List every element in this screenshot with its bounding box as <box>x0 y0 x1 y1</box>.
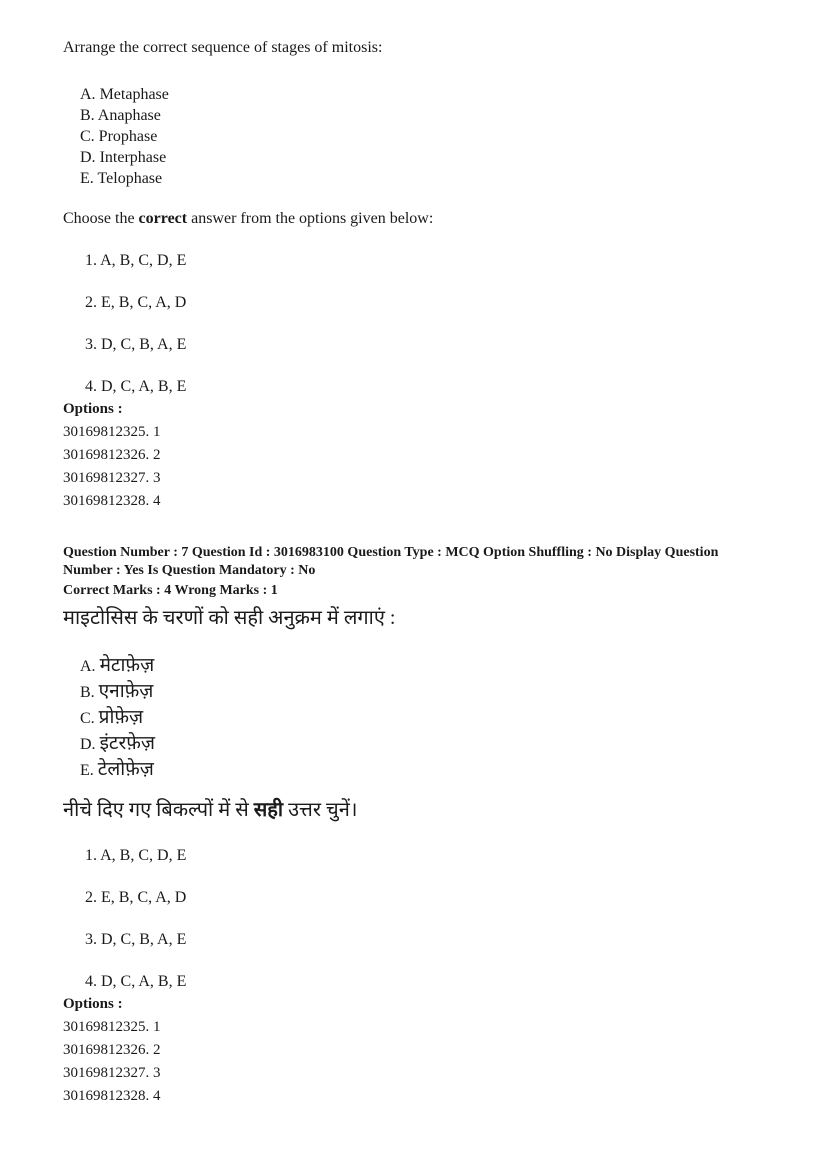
question-metadata <box>63 544 786 600</box>
option-id-row-1: 30169812325. 1 <box>63 1018 161 1035</box>
choice-text: D, C, A, B, E <box>101 972 187 990</box>
stage-label: E. <box>80 761 94 779</box>
stage-item-c <box>80 705 786 731</box>
stage-label: B. <box>80 683 95 701</box>
choice-number: 3. <box>85 336 97 353</box>
stage-text: इंटरफ़ेज़ <box>99 732 155 754</box>
question-section-hindi <box>63 605 786 1108</box>
stage-text: Anaphase <box>97 107 161 124</box>
stage-item-b <box>80 105 786 126</box>
stage-item-e <box>80 757 786 783</box>
stage-label: E. <box>80 170 94 187</box>
choice-number: 4. <box>85 378 97 395</box>
stage-label: B. <box>80 107 95 124</box>
answer-choice-3 <box>85 930 786 949</box>
answer-choice-2 <box>85 293 786 312</box>
stage-item-c <box>80 126 786 147</box>
stage-text: Prophase <box>98 128 158 145</box>
answer-choice-4 <box>85 972 786 991</box>
stage-list-hindi <box>80 653 786 783</box>
stage-text: Metaphase <box>99 86 169 103</box>
stage-text: एनाफ़ेज़ <box>98 680 154 702</box>
options-label-hindi: Options : <box>63 995 123 1012</box>
stage-label: C. <box>80 128 95 145</box>
choice-text: D, C, B, A, E <box>101 930 187 948</box>
stage-text: मेटाफ़ेज़ <box>99 654 155 676</box>
choice-number: 2. <box>85 294 97 311</box>
stage-item-e <box>80 168 786 189</box>
answer-choice-3 <box>85 335 786 354</box>
question-prompt-hindi: माइटोसिस के चरणों को सही अनुक्रम में लगाएं : <box>63 606 396 629</box>
option-id-row-3: 30169812327. 3 <box>63 470 161 486</box>
choose-prefix: नीचे दिए गए बिकल्पों में से <box>63 798 254 821</box>
stage-label: D. <box>80 149 96 166</box>
choice-text: A, B, C, D, E <box>100 252 187 269</box>
metadata-line-2: Number : Yes Is Question Mandatory : No <box>63 562 316 578</box>
choice-number: 3. <box>85 930 97 948</box>
stage-text: प्रोफ़ेज़ <box>98 706 144 728</box>
stage-item-d <box>80 147 786 168</box>
choice-number: 4. <box>85 972 97 990</box>
answer-choice-1 <box>85 846 786 865</box>
stage-text: टेलोफ़ेज़ <box>97 758 154 780</box>
choice-text: D, C, B, A, E <box>101 336 187 353</box>
choice-text: E, B, C, A, D <box>101 888 187 906</box>
option-id-row-4: 30169812328. 4 <box>63 1087 161 1104</box>
option-id-row-2: 30169812326. 2 <box>63 1041 161 1058</box>
choice-number: 2. <box>85 888 97 906</box>
question-section-english <box>63 38 786 513</box>
choice-text: D, C, A, B, E <box>101 378 187 395</box>
answer-choices-hindi <box>63 846 786 991</box>
question-prompt-english: Arrange the correct sequence of stages of mitosis: <box>63 39 383 56</box>
choose-suffix: answer from the options given below: <box>187 210 434 227</box>
choice-text: E, B, C, A, D <box>101 294 187 311</box>
stage-label: A. <box>80 657 96 675</box>
metadata-marks-line: Correct Marks : 4 Wrong Marks : 1 <box>63 583 278 598</box>
answer-choices-english <box>63 251 786 396</box>
stage-item-b <box>80 679 786 705</box>
choose-suffix: उत्तर चुनें। <box>283 798 358 821</box>
option-id-row-1: 30169812325. 1 <box>63 424 161 440</box>
stage-list-english <box>80 84 786 189</box>
stage-text: Telophase <box>97 170 163 187</box>
choose-instruction-english <box>63 209 786 228</box>
choose-bold-word: सही <box>253 798 284 821</box>
answer-choice-4 <box>85 377 786 396</box>
answer-choice-1 <box>85 251 786 270</box>
stage-item-a <box>80 653 786 679</box>
choose-instruction-hindi <box>63 797 786 823</box>
choice-number: 1. <box>85 846 97 864</box>
option-id-row-2: 30169812326. 2 <box>63 447 161 463</box>
choice-text: A, B, C, D, E <box>100 846 187 864</box>
stage-label: A. <box>80 86 96 103</box>
option-id-row-4: 30169812328. 4 <box>63 493 161 509</box>
choice-number: 1. <box>85 252 97 269</box>
stage-item-a <box>80 84 786 105</box>
choose-prefix: Choose the <box>63 210 139 227</box>
stage-text: Interphase <box>99 149 167 166</box>
stage-label: C. <box>80 709 95 727</box>
answer-choice-2 <box>85 888 786 907</box>
options-label-english: Options : <box>63 401 123 417</box>
option-id-row-3: 30169812327. 3 <box>63 1064 161 1081</box>
metadata-line-1: Question Number : 7 Question Id : 3016983100 Question Type : MCQ Option Shuffling : No Display Question <box>63 545 719 560</box>
stage-item-d <box>80 731 786 757</box>
stage-label: D. <box>80 735 96 753</box>
choose-bold-word: correct <box>138 210 188 227</box>
